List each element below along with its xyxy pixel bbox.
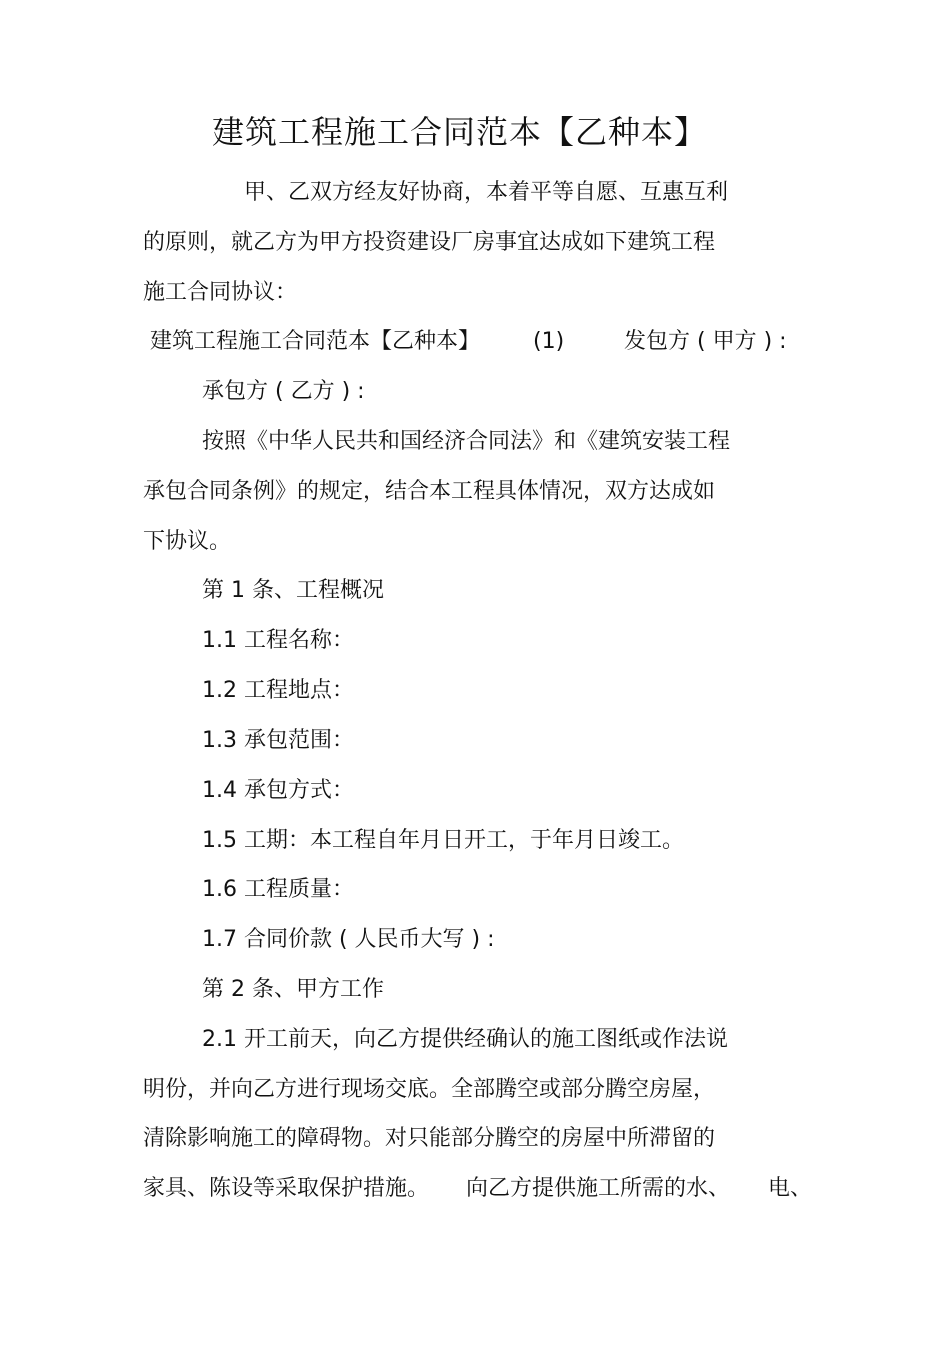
document-title: 建筑工程施工合同范本【乙种本】	[212, 113, 708, 151]
item-1-1: 1.1 工程名称：	[202, 628, 354, 653]
article-1-heading: 第 1 条、工程概况	[202, 578, 384, 603]
para-2-1-line-4b: 向乙方提供施工所需的水、	[466, 1176, 731, 1201]
contractor-label: 承包方 ( 乙方 ) :	[202, 379, 365, 404]
para-2-1-line-3: 清除影响施工的障碍物。对只能部分腾空的房屋中所滞留的	[143, 1126, 716, 1151]
para-2-1-line-1: 2.1 开工前天，向乙方提供经确认的施工图纸或作法说	[202, 1027, 728, 1052]
article-2-heading: 第 2 条、甲方工作	[202, 977, 384, 1002]
basis-line-2: 承包合同条例》的规定，结合本工程具体情况，双方达成如	[143, 479, 716, 504]
intro-line-2: 的原则，就乙方为甲方投资建设厂房事宜达成如下建筑工程	[143, 230, 716, 255]
header-line-title: 建筑工程施工合同范本【乙种本】	[150, 329, 481, 354]
header-line-number: (1)	[533, 329, 565, 354]
item-1-7: 1.7 合同价款 ( 人民币大写 ) :	[202, 927, 495, 952]
item-1-5: 1.5 工期：本工程自年月日开工，于年月日竣工。	[202, 828, 684, 853]
item-1-3: 1.3 承包范围：	[202, 728, 354, 753]
item-1-2: 1.2 工程地点：	[202, 678, 354, 703]
para-2-1-line-4c: 电、	[768, 1176, 813, 1201]
basis-line-1: 按照《中华人民共和国经济合同法》和《建筑安装工程	[202, 429, 731, 454]
para-2-1-line-2: 明份，并向乙方进行现场交底。全部腾空或部分腾空房屋，	[143, 1077, 716, 1102]
item-1-4: 1.4 承包方式：	[202, 778, 354, 803]
para-2-1-line-4a: 家具、陈设等采取保护措施。	[143, 1176, 430, 1201]
employer-label: 发包方 ( 甲方 ) :	[624, 329, 787, 354]
basis-line-3: 下协议。	[143, 529, 232, 554]
item-1-6: 1.6 工程质量：	[202, 877, 354, 902]
intro-line-3: 施工合同协议：	[143, 280, 298, 305]
intro-line-1: 甲、乙双方经友好协商，本着平等自愿、互惠互利	[244, 180, 729, 205]
